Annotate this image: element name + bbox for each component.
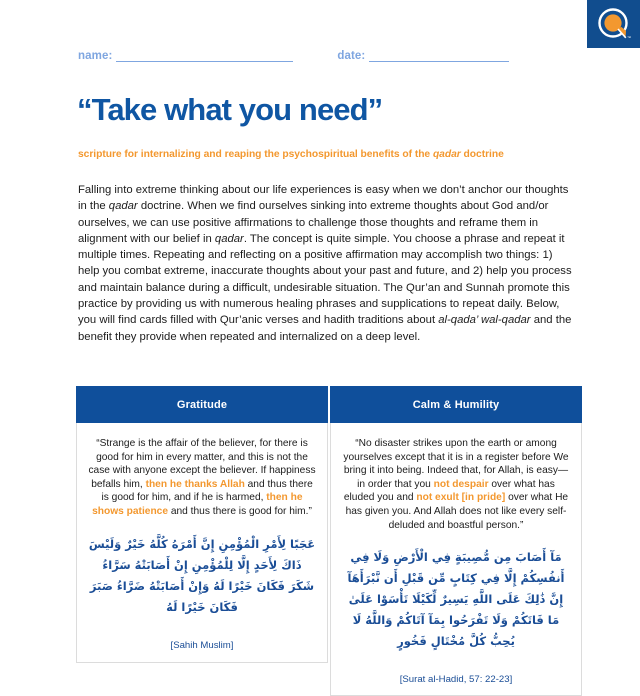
date-field[interactable] — [337, 50, 509, 62]
intro-paragraph — [78, 182, 573, 345]
card-header: Calm & Humility — [330, 386, 582, 423]
card-body — [76, 423, 328, 663]
quote-text: and thus there is good for him.” — [168, 505, 312, 517]
quote-highlight: not exult [in pride] — [416, 492, 506, 504]
affirmation-card — [330, 386, 582, 696]
svg-text:™: ™ — [626, 35, 631, 40]
quote-highlight: not despair — [433, 478, 489, 490]
quote-text: over what He has given you. And Allah does not like every self-deluded and boastful person.” — [345, 492, 569, 531]
intro-emphasis-3: al-qada’ wal-qadar — [438, 314, 531, 327]
quote-text: “Strange is the affair of the believer, for there is good for him in every matter, and this is not the case with anyone except the believer. If happiness befalls him, — [88, 438, 316, 490]
quote-text: and thus there is good for him, and if he is harmed, — [101, 478, 313, 504]
card-citation: [Sahih Muslim] — [170, 639, 234, 651]
name-input-line[interactable] — [116, 51, 293, 62]
subtitle-emphasis: qadar — [432, 149, 461, 160]
affirmation-card — [76, 386, 328, 696]
quote-highlight: then he shows patience — [92, 492, 303, 517]
quote-text: over what has eluded you and — [343, 478, 555, 504]
affirmation-card-grid — [76, 386, 583, 696]
quote-highlight: then he thanks Allah — [145, 478, 245, 490]
page-title: “Take what you need” — [77, 92, 383, 127]
date-label: date: — [337, 50, 366, 62]
quote-text: “No disaster strikes upon the earth or among yourselves except that it is in a register before We bring it into being. Indeed that, for Allah, is easy—in order that you — [343, 438, 569, 490]
intro-part-2: doctrine. When we find ourselves sinking into extreme thoughts about God and/or ourselves, we can use positive affirmations to challenge those thoughts and reframe them in alignment with our belief in — [78, 200, 549, 245]
card-quote — [88, 437, 316, 519]
intro-part-3: . The concept is quite simple. You choose a phrase and repeat it multiple times. Repeating and reflecting on a positive affirmation may accomplish two things: 1) help you combat extreme, inaccurate thoughts about your past and future, and 2) help you process and maintain balance during a difficult, undesirable situation. The Qur’an and Sunnah promote this practice by providing us with numerous healing phrases and supplications to repeat daily. Below, you will find cards filled with Qur’anic verses and hadith traditions about — [78, 232, 572, 327]
subtitle-part-1: scripture for internalizing and reaping the psychospiritual benefits of the — [78, 149, 433, 160]
card-arabic-text: عَجَبًا لِأَمْرِ الْمُؤْمِنِ إِنَّ أَمْرَهُ كُلَّهُ خَيْرٌ وَلَيْسَ ذَاكَ لِأَحَدٍ إِلَّا لِلْمُؤْمِنِ إِنْ أَصَابَتْهُ سَرَّاءُ شَكَرَ فَكَانَ خَيْرًا لَهُ وَإِنْ أَصَابَتْهُ ضَرَّاءُ صَبَرَ فَكَانَ خَيْرًا لَهُ — [88, 536, 316, 614]
card-header: Gratitude — [76, 386, 328, 423]
intro-part-4: and the benefit they provide when repeated and internalized on a deep level. — [78, 314, 572, 343]
name-field[interactable] — [78, 50, 293, 62]
date-input-line[interactable] — [369, 51, 509, 62]
card-quote — [342, 437, 570, 532]
meta-row — [78, 50, 582, 62]
name-label: name: — [78, 50, 113, 62]
subtitle-part-2: doctrine — [460, 149, 504, 160]
card-body — [330, 423, 582, 696]
intro-emphasis-2: qadar — [214, 232, 244, 245]
card-citation: [Surat al-Hadid, 57: 22-23] — [399, 674, 513, 686]
page-subtitle — [78, 149, 504, 160]
intro-part-1: Falling into extreme thinking about our life experiences is easy when we don’t anchor our thoughts in the — [78, 184, 569, 213]
card-arabic-text: مَآ أَصَابَ مِن مُّصِيبَةٍ فِي الْأَرْضِ وَلَا فِي أَنفُسِكُمْ إِلَّا فِي كِتَابٍ مِّن قَبْلِ أَن نَّبْرَأَهَآ إِنَّ ذَٰلِكَ عَلَى اللَّهِ يَسِيرٌ لِّكَيْلَا تَأْسَوْا عَلَىٰ مَا فَاتَكُمْ وَلَا تَفْرَحُوا بِمَآ آتَاكُمْ وَاللَّهُ لَا يُحِبُّ كُلَّ مُخْتَالٍ فَخُورٍ — [347, 550, 565, 649]
intro-emphasis-1: qadar — [108, 200, 138, 213]
